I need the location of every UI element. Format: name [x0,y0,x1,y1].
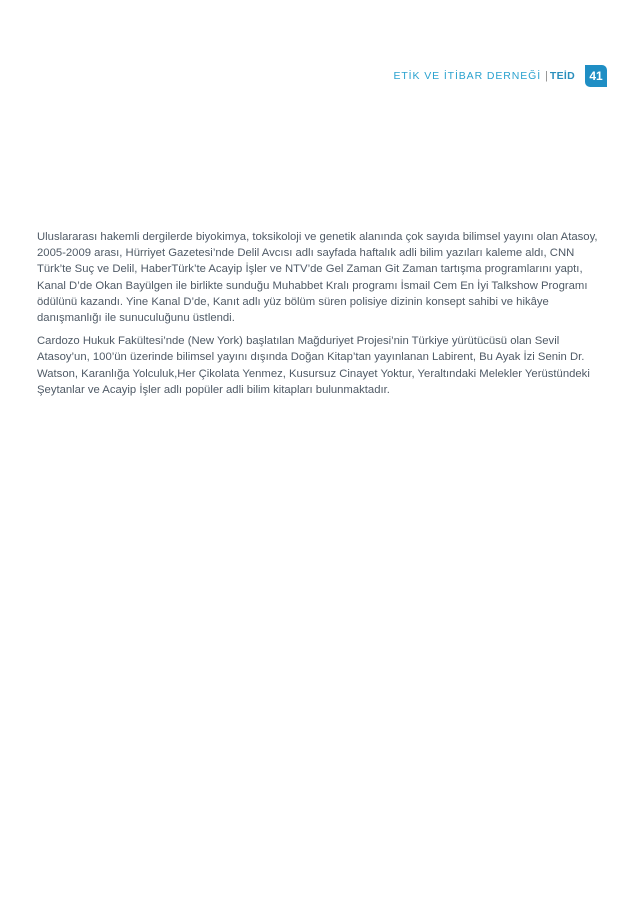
header-separator: | [545,70,548,82]
page-header [393,64,607,88]
page-number: 41 [589,69,603,83]
paragraph-1: Uluslararası hakemli dergilerde biyokimya, toksikoloji ve genetik alanında çok sayıda bilimsel yayını olan Atasoy, 2005-2009 arası, Hürriyet Gazetesi’nde Delil Avcısı adlı sayfada haftalık adli bilim yazıları kaleme aldı, CNN Türk’te Suç ve Delil, HaberTürk’te Acayip İşler ve NTV’de Gel Zaman Git Zaman tartışma programlarını yaptı, Kanal D’de Okan Bayülgen ile birlikte sunduğu Muhabbet Kralı programı İsmail Cem En İyi Talkshow Programı ödülünü kazandı. Yine Kanal D’de, Kanıt adlı yüz bölüm süren polisiye dizinin konsept sahibi ve hikâye danışmanlığı ile sunuculuğunu üstlendi. [37,231,598,325]
body-text [37,229,603,405]
page-number-badge [585,65,607,87]
organization-name: ETİK VE İTİBAR DERNEĞİ [393,70,542,82]
paragraph-2: Cardozo Hukuk Fakültesi’nde (New York) başlatılan Mağduriyet Projesi’nin Türkiye yürütücüsü olan Sevil Atasoy’un, 100’ün üzerinde bilimsel yayını dışında Doğan Kitap’tan yayınlanan Labirent, Bu Ayak İzi Senin Dr. Watson, Karanlığa Yolculuk,Her Çikolata Yenmez, Kusursuz Cinayet Yoktur, Yeraltındaki Melekler Yerüstündeki Şeytanlar ve Acayip İşler adlı popüler adli bilim kitapları bulunmaktadır. [37,335,590,396]
organization-abbreviation: TEİD [549,70,575,82]
